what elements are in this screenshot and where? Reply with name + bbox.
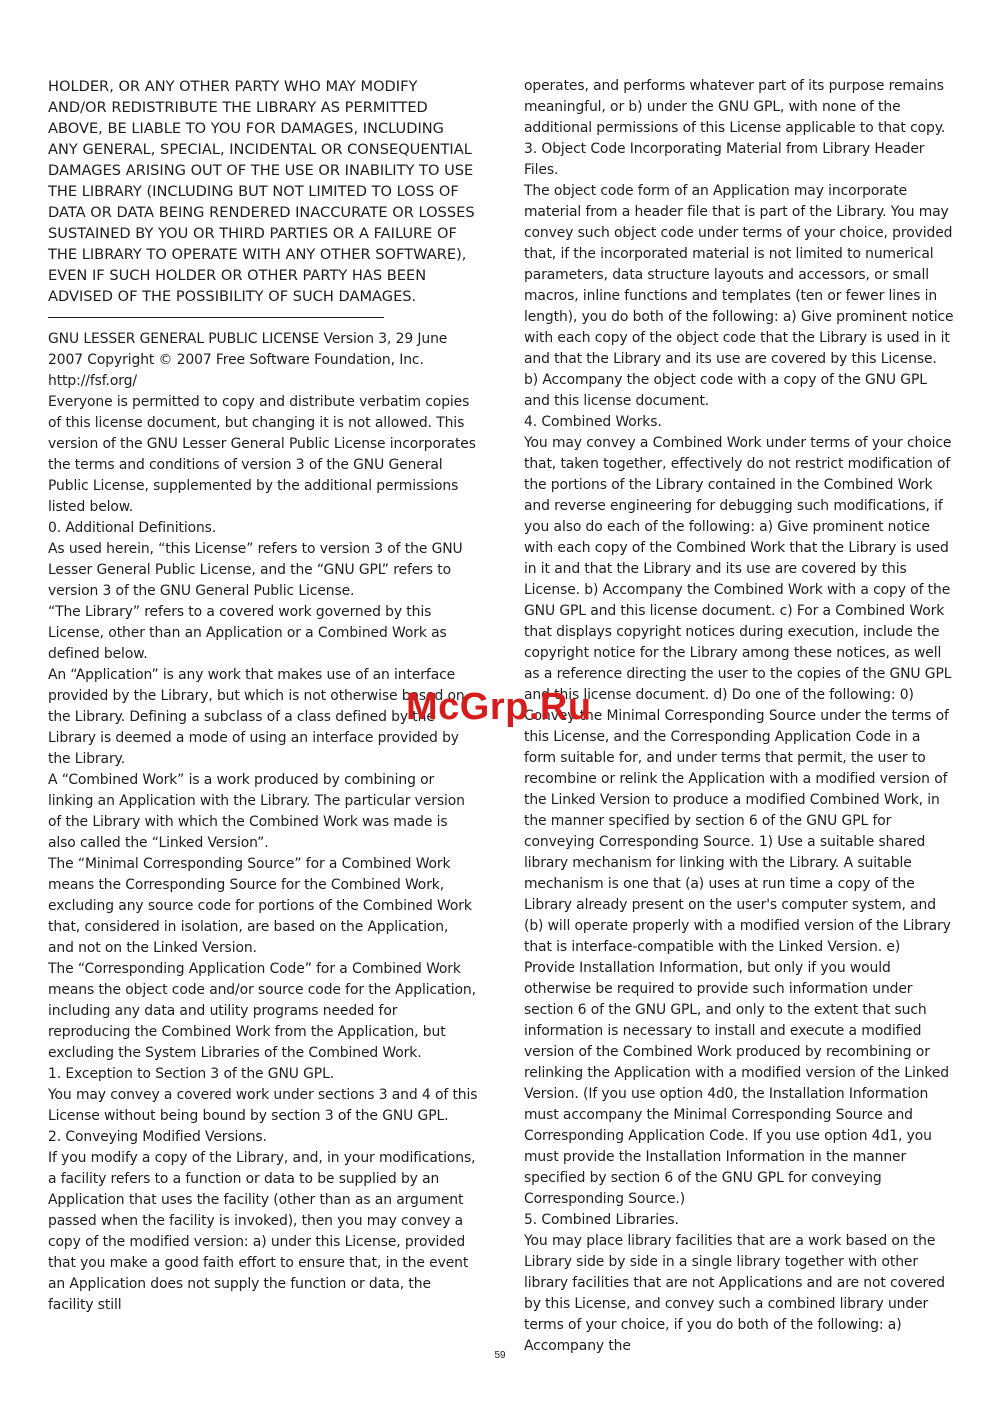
section-divider (48, 317, 384, 318)
license-paragraph: If you modify a copy of the Library, and, in your modifications, a facility refers to a function or data to be supplied by an Application that uses the facility (other than as an argument passed when the facility is invoked), then you may convey a copy of the modified version: a) under this License, provided that you make a good faith effort to ensure that, in the event an Application does not supply the function or data, the facility still (48, 1150, 476, 1313)
license-paragraph: The object code form of an Application may incorporate material from a header file that is part of the Library. You may convey such object code under terms of your choice, provided that, if the incorporated material is not limited to numerical parameters, data structure layouts and accessors, or small macros, inline functions and templates (ten or fewer lines in length), you do both of the following: a) Give prominent notice with each copy of the object code that the Library is used in it and that the Library and its use are covered by this License. b) Accompany the object code with a copy of the GNU GPL and this license document. (524, 183, 954, 409)
section-heading: 5. Combined Libraries. (524, 1212, 679, 1228)
license-paragraph: You may place library facilities that are a work based on the Library side by side in a single library together with other library facilities that are not Applications and are not covered by this License, and convey such a combined library under terms of your choice, if you do both of the following: a) Accompany the (524, 1233, 946, 1354)
license-paragraph: You may convey a Combined Work under terms of your choice that, taken together, effectively do not restrict modification of the portions of the Library contained in the Combined Work and reverse engineering for debugging such modifications, if you also do each of the following: a) Give prominent notice with each copy of the Combined Work that the Library is used in it and that the Library and its use are covered by this License. b) Accompany the Combined Work with a copy of the GNU GPL and this license document. c) For a Combined Work that displays copyright notices during execution, include the copyright notice for the Library among these notices, as well as a reference directing the user to the copies of the GNU GPL and this license document. d) Do one of the following: 0) Convey the Minimal Corresponding Source under the terms of this License, and the Corresponding Application Code in a form suitable for, and under terms that permit, the user to recombine or relink the Application with a modified version of the Linked Version to produce a modified Combined Work, in the manner specified by section 6 of the GNU GPL for conveying Corresponding Source. 1) Use a suitable shared library mechanism for linking with the Library. A suitable mechanism is one that (a) uses at run time a copy of the Library already present on the user's computer system, and (b) will operate properly with a modified version of the Library that is interface-compatible with the Linked Version. e) Provide Installation Information, but only if you would otherwise be required to provide such information under section 6 of the GNU GPL, and only to the extent that such information is necessary to install and execute a modified version of the Combined Work produced by recombining or relinking the Application with a modified version of the Linked Version. (If you use option 4d0, the Installation Information must accompany the Minimal Corresponding Source and Corresponding Application Code. If you use option 4d1, you must provide the Installation Information in the manner specified by section 6 of the GNU GPL for conveying Corresponding Source.) (524, 435, 952, 1207)
section-heading: 2. Conveying Modified Versions. (48, 1129, 267, 1145)
license-paragraph: “The Library” refers to a covered work governed by this License, other than an Application or a Combined Work as defined below. (48, 604, 447, 662)
license-paragraph: As used herein, “this License” refers to version 3 of the GNU Lesser General Public License, and the “GNU GPL” refers to version 3 of the GNU General Public License. (48, 541, 463, 599)
section-heading: 1. Exception to Section 3 of the GNU GPL. (48, 1066, 335, 1082)
license-paragraph: The “Corresponding Application Code” for a Combined Work means the object code and/or source code for the Application, including any data and utility programs needed for reproducing the Combined Work from the Application, but excluding the System Libraries of the Combined Work. (48, 961, 476, 1061)
license-paragraph: A “Combined Work” is a work produced by combining or linking an Application with the Library. The particular version of the Library with which the Combined Work was made is also called the “Linked Version”. (48, 772, 465, 851)
section-heading: 4. Combined Works. (524, 414, 662, 430)
liability-disclaimer: HOLDER, OR ANY OTHER PARTY WHO MAY MODIFY AND/OR REDISTRIBUTE THE LIBRARY AS PERMITTED ABOVE, BE LIABLE TO YOU FOR DAMAGES, INCLUDING ANY GENERAL, SPECIAL, INCIDENTAL OR CONSEQUENTIAL DAMAGES ARISING OUT OF THE USE OR INABILITY TO USE THE LIBRARY (INCLUDING BUT NOT LIMITED TO LOSS OF DATA OR DATA BEING RENDERED INACCURATE OR LOSSES SUSTAINED BY YOU OR THIRD PARTIES OR A FAILURE OF THE LIBRARY TO OPERATE WITH ANY OTHER SOFTWARE), EVEN IF SUCH HOLDER OR OTHER PARTY HAS BEEN ADVISED OF THE POSSIBILITY OF SUCH DAMAGES. (48, 78, 475, 305)
section-heading: 3. Object Code Incorporating Material from Library Header Files. (524, 141, 925, 178)
license-paragraph: The “Minimal Corresponding Source” for a Combined Work means the Corresponding Source for the Combined Work, excluding any source code for portions of the Combined Work that, considered in isolation, are based on the Application, and not on the Linked Version. (48, 856, 472, 956)
page-number: 59 (494, 1350, 506, 1361)
license-paragraph: An “Application” is any work that makes use of an interface provided by the Library, but which is not otherwise based on the Library. Defining a subclass of a class defined by the Library is deemed a mode of using an interface provided by the Library. (48, 667, 465, 767)
license-paragraph: operates, and performs whatever part of its purpose remains meaningful, or b) under the GNU GPL, with none of the additional permissions of this License applicable to that copy. (524, 78, 946, 136)
section-heading: 0. Additional Definitions. (48, 520, 217, 536)
license-header: GNU LESSER GENERAL PUBLIC LICENSE Version 3, 29 June 2007 Copyright © 2007 Free Software Foundation, Inc. http://fsf.org/ (48, 331, 448, 389)
license-paragraph: Everyone is permitted to copy and distribute verbatim copies of this license document, but changing it is not allowed. This version of the GNU Lesser General Public License incorporates the terms and conditions of version 3 of the GNU General Public License, supplemented by the additional permissions listed below. (48, 394, 476, 515)
license-paragraph: You may convey a covered work under sections 3 and 4 of this License without being bound by section 3 of the GNU GPL. (48, 1087, 478, 1124)
watermark: McGrp.Ru (406, 686, 592, 728)
